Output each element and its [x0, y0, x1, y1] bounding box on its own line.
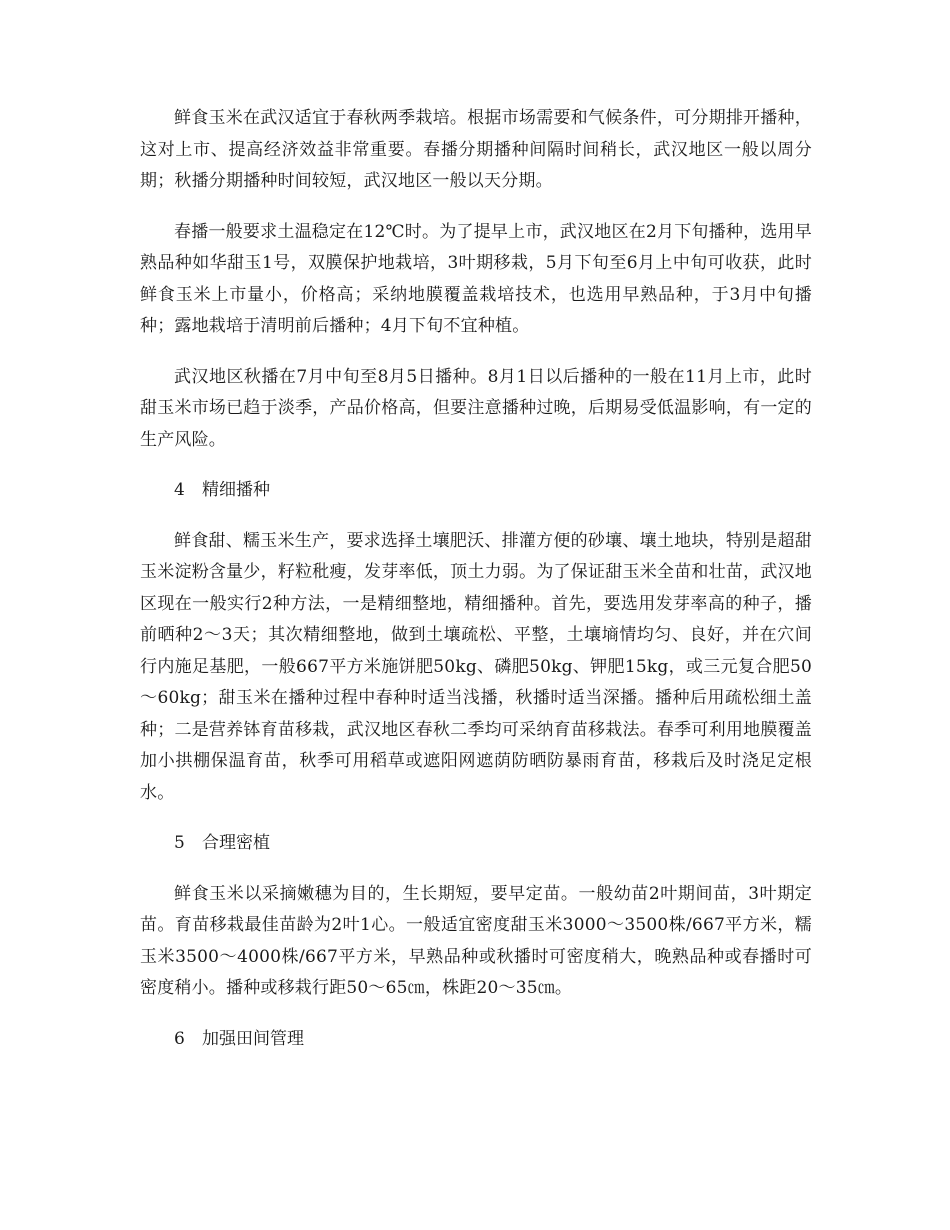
section-heading-5	[140, 828, 812, 860]
paragraph-autumn-sowing: 武汉地区秋播在7月中旬至8月5日播种。8月1日以后播种的一般在11月上市，此时甜玉米市场已趋于淡季，产品价格高，但要注意播种过晚，后期易受低温影响，有一定的生产风险。	[140, 366, 812, 450]
paragraph-spring-sowing: 春播一般要求土温稳定在12℃时。为了提早上市，武汉地区在2月下旬播种，选用早熟品种如华甜玉1号，双膜保护地栽培，3叶期移栽，5月下旬至6月上中旬可收获，此时鲜食玉米上市量小，价格高；采纳地膜覆盖栽培技术，也选用早熟品种，于3月中旬播种；露地栽培于清明前后播种；4月下旬不宜种植。	[140, 221, 812, 336]
section-title: 加强田间管理	[202, 1028, 304, 1049]
section-heading-4	[140, 475, 812, 507]
section-heading-6	[140, 1024, 812, 1056]
paragraph-planting-density: 鲜食玉米以采摘嫩穗为目的，生长期短，要早定苗。一般幼苗2叶期间苗，3叶期定苗。育苗移栽最佳苗龄为2叶1心。一般适宜密度甜玉米3000～3500株/667平方米，糯玉米3500～4000株/667平方米，早熟品种或秋播时可密度稍大，晚熟品种或春播时可密度稍小。播种或移栽行距50～65㎝，株距20～35㎝。	[140, 883, 812, 998]
section-number: 4	[174, 480, 185, 500]
paragraph-sowing-seasons: 鲜食玉米在武汉适宜于春秋两季栽培。根据市场需要和气候条件，可分期排开播种，这对上市、提高经济效益非常重要。春播分期播种间隔时间稍长，武汉地区一般以周分期；秋播分期播种时间较短，武汉地区一般以天分期。	[140, 108, 812, 191]
section-number: 5	[174, 833, 185, 853]
paragraph-fine-sowing: 鲜食甜、糯玉米生产，要求选择土壤肥沃、排灌方便的砂壤、壤土地块，特别是超甜玉米淀粉含量少，籽粒秕瘦，发芽率低，顶土力弱。为了保证甜玉米全苗和壮苗，武汉地区现在一般实行2种方法，一是精细整地，精细播种。首先，要选用发芽率高的种子，播前晒种2～3天；其次精细整地，做到土壤疏松、平整，土壤墒情均匀、良好，并在穴间行内施足基肥，一般667平方米施饼肥50kg、磷肥50kg、钾肥15kg，或三元复合肥50～60kg；甜玉米在播种过程中春种时适当浅播，秋播时适当深播。播种后用疏松细土盖种；二是营养钵育苗移栽，武汉地区春秋二季均可采纳育苗移栽法。春季可利用地膜覆盖加小拱棚保温育苗，秋季可用稻草或遮阳网遮荫防晒防暴雨育苗，移栽后及时浇足定根水。	[140, 530, 812, 803]
section-title: 合理密植	[202, 833, 270, 853]
document-page	[140, 103, 812, 1074]
section-number: 6	[174, 1028, 185, 1049]
section-title: 精细播种	[202, 480, 270, 500]
